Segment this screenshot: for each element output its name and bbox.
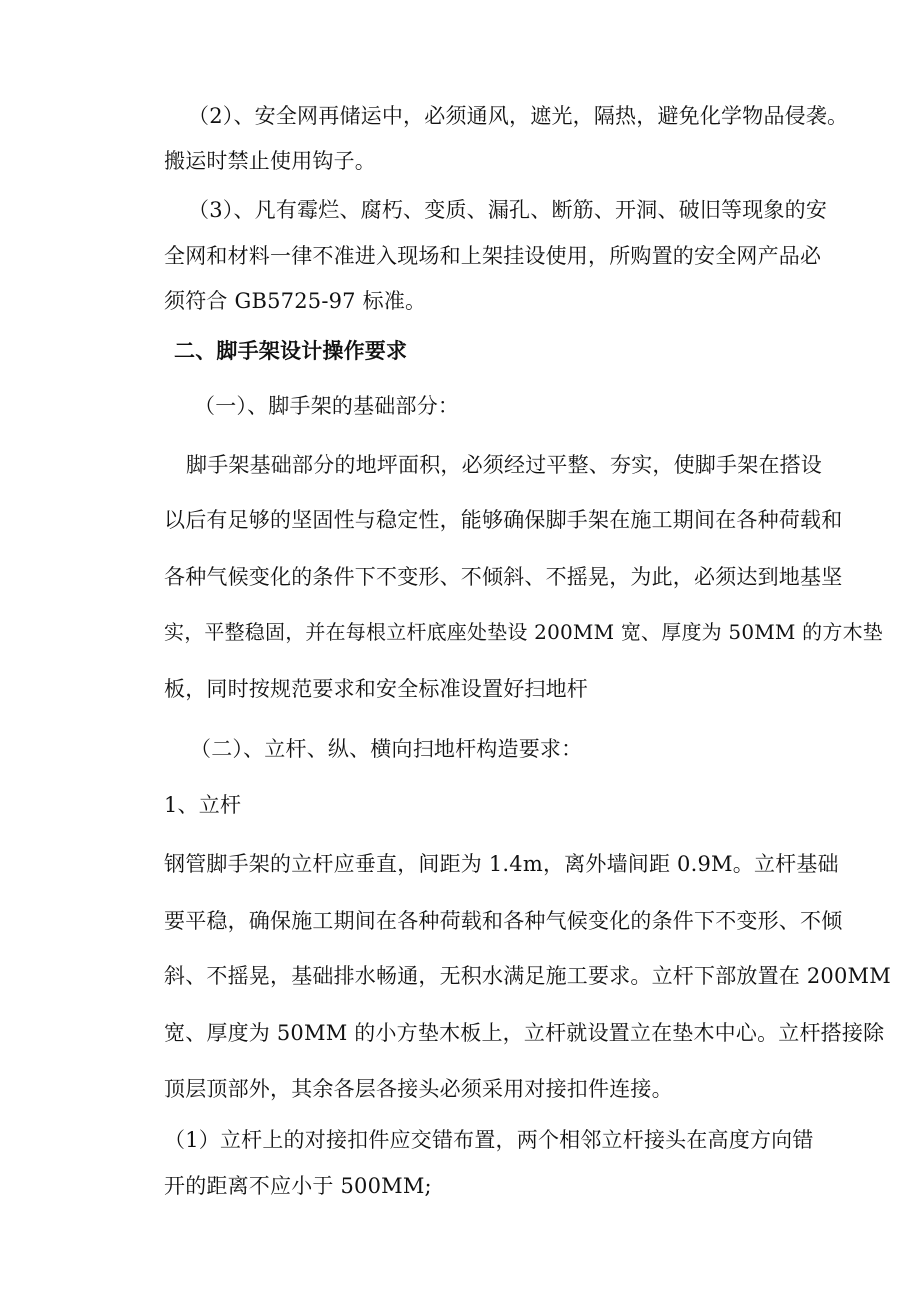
section-heading: 二、脚手架设计操作要求 [174,339,408,363]
text-line: 斜、不摇晃，基础排水畅通，无积水满足施工要求。立杆下部放置在 200MM [164,964,891,988]
text-line: 开的距离不应小于 500MM; [164,1174,432,1198]
text-line: 要平稳，确保施工期间在各种荷载和各种气候变化的条件下不变形、不倾 [164,909,843,933]
text-line: 实，平整稳固，并在每根立杆底座处垫设 200MM 宽、厚度为 50MM 的方木垫 [164,620,883,644]
text-line: （1）立杆上的对接扣件应交错布置，两个相邻立杆接头在高度方向错 [164,1128,814,1152]
text-line: 须符合 GB5725-97 标准。 [164,289,427,313]
text-line: （2）、安全网再储运中，必须通风，遮光，隔热，避免化学物品侵袭。 [188,104,849,128]
subsection-heading: （一）、脚手架的基础部分： [194,394,460,418]
text-line: （3）、凡有霉烂、腐朽、变质、漏孔、断筋、开洞、破旧等现象的安 [188,198,828,222]
text-line: 全网和材料一律不准进入现场和上架挂设使用，所购置的安全网产品必 [164,244,822,268]
item-heading: 1、立杆 [164,793,242,817]
text-line: 板，同时按规范要求和安全标准设置好扫地杆 [164,677,588,701]
text-line: 钢管脚手架的立杆应垂直，间距为 1.4m，离外墙间距 0.9M。立杆基础 [164,852,839,876]
text-line: 搬运时禁止使用钩子。 [164,149,376,173]
subsection-heading: （二）、立杆、纵、横向扫地杆构造要求： [190,737,583,761]
text-line: 脚手架基础部分的地坪面积，必须经过平整、夯实，使脚手架在搭设 [186,453,822,477]
text-line: 顶层顶部外，其余各层各接头必须采用对接扣件连接。 [164,1077,673,1101]
text-line: 以后有足够的坚固性与稳定性，能够确保脚手架在施工期间在各种荷载和 [164,508,843,532]
text-line: 宽、厚度为 50MM 的小方垫木板上，立杆就设置立在垫木中心。立杆搭接除 [164,1021,885,1045]
text-line: 各种气候变化的条件下不变形、不倾斜、不摇晃，为此，必须达到地基坚 [164,565,843,589]
